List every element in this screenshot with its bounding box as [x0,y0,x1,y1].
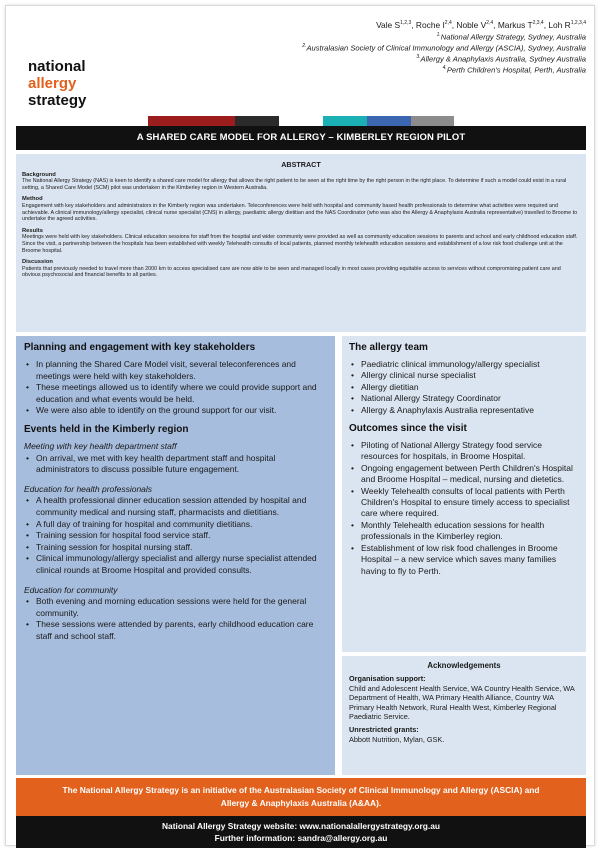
outcomes-list [349,440,579,577]
author-4: Markus T$^{2,3,4}$ [497,19,544,30]
ack-org-label: Organisation support: [349,674,426,684]
list-item: • Training session for hospital nursing staff. [24,542,327,554]
poster-title: A SHARED CARE MODEL FOR ALLERGY – KIMBERLEY REGION PILOT [16,126,586,150]
list-item: • Establishment of low risk food challenges in Broome Hospital – a new service which saves many families having to fly to Perth. [349,543,579,577]
affiliation-1: $^{1.}$National Allergy Strategy, Sydney, Australia [436,32,586,42]
planning-heading: Planning and engagement with key stakeholders [24,342,256,353]
author-3: Noble V$^{2,4}$ [456,19,494,30]
acknowledgements-box [342,656,586,775]
color-stripe-segment [498,116,542,126]
abstract-background-text: The National Allergy Strategy (NAS) is keen to identify a shared care model for allergy that allows the right patient to be seen at the right time by the right person in the right place. To determine if such a model could exist in a rural setting, a Shared Care Model (SCM) pilot was undertaken in the Kimberley region in Western Australia. [22,178,567,191]
website-text[interactable]: National Allergy Strategy website: www.nationalallergystrategy.org.au [162,821,440,831]
list-item: • Piloting of National Allergy Strategy food service resources for hospitals, in Broome Hospital. [349,440,579,463]
right-column-top [342,336,586,652]
contact-email[interactable]: Further information: sandra@allergy.org.au [214,833,388,843]
list-item: • A health professional dinner education session attended by hospital and community medical and nursing staff, pharmacists and dietitians. [24,495,327,518]
abstract-method [22,196,580,222]
color-stripe-segment [60,116,104,126]
color-stripe-segment [191,116,235,126]
list-item: • Allergy clinical nurse specialist [349,370,579,381]
list-item: • Monthly Telehealth education sessions for health professionals in the Kimberley region. [349,520,579,543]
abstract-background [22,172,580,192]
author-5: Loh R$^{1,2,3,4}$ [548,19,586,30]
team-heading: The allergy team [349,342,428,353]
list-item: • These sessions were attended by parents, early childhood education care staff and school staff. [24,619,327,642]
meeting-list [24,453,327,476]
color-stripe-segment [454,116,498,126]
abstract-method-text: Engagement with key stakeholders and administrators in the Kimberly region was undertaken. Teleconferences were held with hospital and community based health professionals to determine what activities were required and achievable. A clinical immunology/allergy specialist, clinical nurse specialist (CNS) in allergy, paediatric allergy dietitian and the NAS Coordinator (who was also the Allergy & Anaphylaxis Australia representative) travelled to Broome to undertake the agreed activities. [22,202,578,223]
nas-logo [28,58,86,109]
color-stripe-segment [542,116,586,126]
abstract-box [16,154,586,332]
list-item: • National Allergy Strategy Coordinator [349,393,579,404]
affiliation-2: $^{2.}$Australasian Society of Clinical Immunology and Allergy (ASCIA), Sydney, Australia [302,43,586,53]
left-column [16,336,335,775]
ack-grant-label: Unrestricted grants: [349,725,419,735]
planning-list [24,359,327,417]
abstract-method-heading: Method [22,196,43,203]
contact-banner [16,816,586,848]
abstract-discussion [22,259,580,279]
list-item: • Paediatric clinical immunology/allergy specialist [349,359,579,370]
initiative-line-2: Allergy & Anaphylaxis Australia (A&AA). [220,797,382,808]
poster [5,5,595,846]
list-item: • Ongoing engagement between Perth Children's Hospital and Broome Hospital – medical, nursing and dietetics. [349,463,579,486]
abstract-results-text: Meetings were held with key stakeholders. Clinical education sessions for staff from the hospital and wider community were provided as well as community education sessions to parents and school and early childhood education staff. Since the visit, a partnership between the hospitals has been established with weekly Telehealth consults of local patients, planned monthly telehealth education sessions and establishment of a low risk food challenge unit at the Broome hospital. [22,234,578,254]
author-1: Vale S$^{1,2,3}$ [376,19,412,30]
color-stripe-segment [411,116,455,126]
list-item: • Weekly Telehealth consults of local patients with Perth Children's Hospital to ensure timely access to specialist care where required. [349,486,579,520]
author-names: Vale S$^{1,2,3}$, Roche I$^{2,4}$, Noble V$^{2,4}$, Markus T$^{2,3,4}$, Loh R$^{1,2,3,4}$ [376,19,586,30]
logo-line-2: allergy [28,75,77,92]
ack-org-text: Child and Adolescent Health Service, WA Country Health Service, WA Department of Health, WA Primary Health Alliance, Country WA Primary Health Network, Rural Health West, Kimberley Regional Paediatric Service. [349,683,575,722]
affiliation-3: $^{3.}$Allergy & Anaphylaxis Australia, Sydney Australia [416,54,586,64]
abstract-discussion-text: Patients that previously needed to travel more than 2000 km to access specialised care are now able to be seen and managed locally in most cases providing equitable access to services without compromising patient care and obvious psychosocial and financial benefits to all parties. [22,265,561,279]
author-2: Roche I$^{2,4}$ [415,19,452,30]
color-stripe-segment [104,116,148,126]
ack-heading: Acknowledgements [427,661,501,670]
list-item: • Clinical immunology/allergy specialist and allergy nurse specialist attended clinical rounds at Broome Hospital and provided consults. [24,553,327,576]
community-list [24,596,327,642]
abstract-discussion-heading: Discussion [22,259,53,266]
abstract-heading: ABSTRACT [281,160,321,169]
list-item: • Allergy & Anaphylaxis Australia representative [349,405,579,416]
education-list [24,495,327,576]
color-stripe-segment [16,116,60,126]
list-item: • On arrival, we met with key health department staff and hospital administrators to discuss possible future engagement. [24,453,327,476]
initiative-banner [16,778,586,816]
list-item: • Allergy dietitian [349,382,579,393]
initiative-line-1: The National Allergy Strategy is an initiative of the Australasian Society of Clinical Immunology and Allergy (ASCIA) and [62,785,540,795]
color-stripe-segment [323,116,367,126]
outcomes-heading: Outcomes since the visit [349,423,467,435]
abstract-results [22,228,580,254]
list-item: • A full day of training for hospital and community dietitians. [24,519,327,531]
color-stripe-segment [235,116,279,126]
abstract-results-heading: Results [22,227,43,234]
education-subheading: Education for health professionals [24,483,153,494]
color-stripe-segment [279,116,323,126]
color-stripe-segment [367,116,411,126]
color-stripe [16,116,586,126]
abstract-background-heading: Background [22,171,56,178]
list-item: • We were also able to identify on the ground support for our visit. [24,405,327,417]
logo-line-3: strategy [28,92,87,109]
ack-grant-text: Abbott Nutrition, Mylan, GSK. [349,734,445,744]
list-item: • Both evening and morning education sessions were held for the general community. [24,596,327,619]
list-item: • In planning the Shared Care Model visit, several teleconferences and meetings were held with key stakeholders. [24,359,327,382]
color-stripe-segment [148,116,192,126]
logo-line-1: national [28,58,86,75]
author-block [206,18,586,75]
list-item: • Training session for hospital food service staff. [24,530,327,542]
community-subheading: Education for community [24,584,118,595]
list-item: • These meetings allowed us to identify where we could provide support and education and what events would be held. [24,382,327,405]
meeting-subheading: Meeting with key health department staff [24,440,177,451]
events-heading: Events held in the Kimberly region [24,423,189,435]
affiliation-4: $^{4.}$Perth Children's Hospital, Perth, Australia [442,65,586,75]
team-list [349,359,579,416]
